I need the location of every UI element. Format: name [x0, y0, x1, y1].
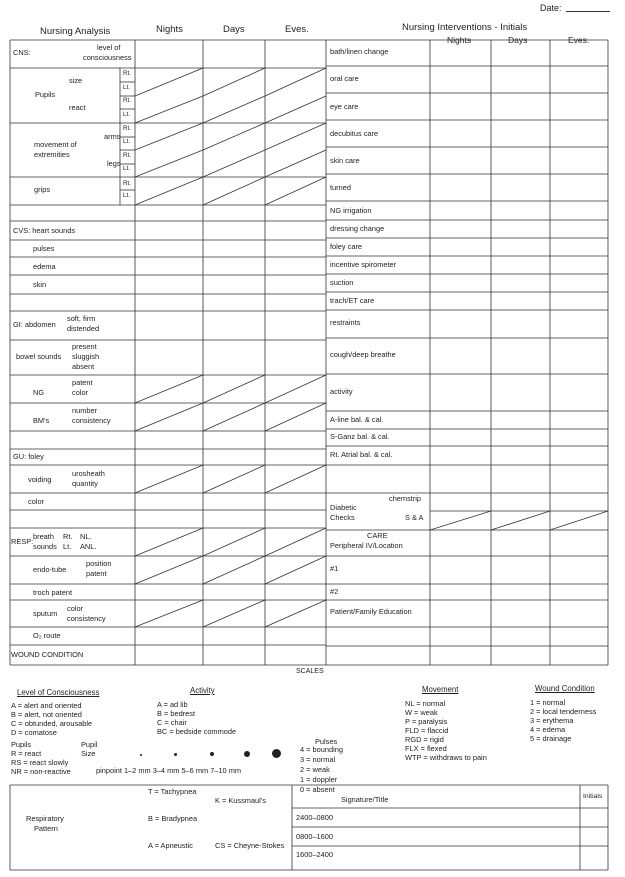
int-checks: Checks — [330, 513, 355, 522]
pupils-title: Pupils — [11, 740, 32, 749]
label-nl: NL. — [80, 532, 92, 541]
label-anl: ANL. — [80, 542, 97, 551]
pupils-nr: NR = non-reactive — [11, 767, 71, 776]
scales-title: SCALES — [296, 668, 324, 675]
label-cvs: CVS: heart sounds — [13, 226, 76, 235]
resp-a: A = Apneustic — [148, 841, 193, 850]
int-turned: turned — [330, 183, 351, 192]
label-size: size — [69, 76, 83, 85]
int-skincare: skin care — [330, 156, 360, 165]
label-o2-route: O₂ route — [33, 631, 61, 640]
int-care: CARE — [367, 531, 388, 540]
label-loc: level of — [97, 43, 121, 52]
label-color-3: color — [67, 604, 84, 613]
wound-4: 4 = edema — [530, 725, 566, 734]
pupil-dot-small — [174, 753, 177, 756]
label-color-2: color — [28, 497, 45, 506]
label-lt-5: Lt. — [123, 192, 131, 199]
label-skin: skin — [33, 280, 47, 289]
label-extremities: extremities — [34, 150, 70, 159]
header-nights-2: Nights — [447, 35, 472, 45]
label-lt-4: Lt. — [123, 165, 131, 172]
label-rt-2: Rt. — [123, 97, 132, 104]
label-sluggish: sluggish — [72, 352, 100, 361]
signature-title: Signature/Title — [341, 795, 389, 804]
label-rt-3: Rt. — [123, 125, 132, 132]
label-arms: arms — [104, 132, 121, 141]
int-peripheral: Peripheral IV/Location — [330, 541, 403, 550]
label-rt-5: Rt. — [123, 180, 132, 187]
label-lt-3: Lt. — [123, 138, 131, 145]
int-diabetic: Diabetic — [330, 503, 357, 512]
movement-2: W = weak — [405, 708, 438, 717]
label-legs: legs — [107, 159, 121, 168]
int-spiro: incentive spirometer — [330, 260, 397, 269]
label-cns: CNS: — [13, 48, 31, 57]
int-foley: foley care — [330, 242, 363, 251]
label-grips: grips — [34, 185, 51, 194]
label-voiding: voiding — [28, 475, 52, 484]
int-trach: trach/ET care — [330, 296, 375, 305]
int-activity: activity — [330, 387, 353, 396]
resp-t: T = Tachypnea — [148, 787, 197, 796]
label-patent: patent — [72, 378, 93, 387]
label-position: position — [86, 559, 112, 568]
pulses-title: Pulses — [315, 737, 338, 746]
header-nursing-analysis: Nursing Analysis — [40, 26, 111, 37]
pupil-dot-xlarge — [272, 749, 281, 758]
pupil-size-scale: pinpoint 1–2 mm 3–4 mm 5–6 mm 7–10 mm — [96, 766, 242, 775]
label-pupils: Pupils — [35, 90, 56, 99]
int-ngirr: NG irrigation — [330, 206, 372, 215]
loc-title: Level of Consciousness — [17, 688, 100, 697]
pupil-size-2: Size — [81, 749, 96, 758]
header-nights: Nights — [156, 24, 183, 35]
initials-title: Initials — [583, 793, 603, 800]
int-n1: #1 — [330, 564, 339, 573]
label-urosheath: urosheath — [72, 469, 105, 478]
movement-6: FLX = flexed — [405, 744, 447, 753]
label-present: present — [72, 342, 97, 351]
shift-3: 1600–2400 — [296, 850, 333, 859]
wound-2: 2 = local tenderness — [530, 707, 597, 716]
loc-d: D = comatose — [11, 728, 57, 737]
act-a: A = ad lib — [157, 700, 188, 709]
int-dressing: dressing change — [330, 224, 385, 233]
label-gu: GU: foley — [13, 452, 44, 461]
label-lt-resp: Lt. — [63, 542, 72, 551]
label-resp: RESP: — [11, 537, 34, 546]
label-soft: soft, firm — [67, 314, 96, 323]
movement-3: P = paralysis — [405, 717, 448, 726]
label-breath: breath — [33, 532, 54, 541]
date-label: Date: — [540, 3, 562, 13]
movement-title: Movement — [422, 685, 459, 694]
int-sganz: S-Ganz bal. & cal. — [330, 432, 390, 441]
int-education: Patient/Family Education — [330, 607, 412, 616]
movement-5: RGD = rigid — [405, 735, 444, 744]
activity-title: Activity — [190, 686, 215, 695]
label-distended: distended — [67, 324, 100, 333]
label-loc2: consciousness — [83, 53, 132, 62]
label-sounds: sounds — [33, 542, 57, 551]
wound-1: 1 = normal — [530, 698, 566, 707]
loc-a: A = alert and oriented — [11, 701, 82, 710]
label-gi: GI: abdomen — [13, 320, 56, 329]
pupils-r: R = react — [11, 749, 42, 758]
resp-b: B = Bradypnea — [148, 814, 198, 823]
int-decubitus: decubitus care — [330, 129, 379, 138]
pupil-dot-large — [244, 751, 250, 757]
label-movement: movement of — [34, 140, 77, 149]
label-wound: WOUND CONDITION — [11, 650, 84, 659]
label-lt-2: Lt. — [123, 111, 131, 118]
pulses-4: 4 = bounding — [300, 745, 343, 754]
int-oral: oral care — [330, 74, 359, 83]
label-consistency: consistency — [72, 416, 111, 425]
pupil-dot-pinpoint — [140, 754, 142, 756]
header-days: Days — [223, 24, 245, 35]
label-consistency-3: consistency — [67, 614, 106, 623]
int-chemstrip: chemstrip — [389, 494, 422, 503]
act-c: C = chair — [157, 718, 187, 727]
wound-5: 5 = drainage — [530, 734, 572, 743]
loc-b: B = alert, not oriented — [11, 710, 82, 719]
shift-1: 2400–0800 — [296, 813, 333, 822]
act-b: B = bedrest — [157, 709, 196, 718]
header-eves-2: Eves. — [568, 35, 590, 45]
act-bc: BC = bedside commode — [157, 727, 237, 736]
movement-4: FLD = flaccid — [405, 726, 449, 735]
int-bath: bath/linen change — [330, 47, 389, 56]
label-quantity: quantity — [72, 479, 98, 488]
int-restraints: restraints — [330, 318, 361, 327]
pupils-rs: RS = react slowly — [11, 758, 69, 767]
label-lt-1: Lt. — [123, 84, 131, 91]
header-eves: Eves. — [285, 24, 309, 35]
label-rt-4: Rt. — [123, 152, 132, 159]
wound-title: Wound Condition — [535, 684, 595, 693]
int-ratrial: Rt. Atrial bal. & cal. — [330, 450, 393, 459]
label-number: number — [72, 406, 98, 415]
label-react: react — [69, 103, 86, 112]
label-sputum: sputum — [33, 609, 58, 618]
loc-c: C = obtunded, arousable — [11, 719, 93, 728]
int-eye: eye care — [330, 102, 359, 111]
label-endo: endo-tube — [33, 565, 67, 574]
label-edema: edema — [33, 262, 56, 271]
label-color: color — [72, 388, 89, 397]
label-ng: NG — [33, 388, 45, 397]
pulses-2: 2 = weak — [300, 765, 330, 774]
shift-2: 0800–1600 — [296, 832, 333, 841]
label-troch: troch patent — [33, 588, 73, 597]
int-n2: #2 — [330, 587, 339, 596]
resp-pattern-label-2: Pattern — [34, 824, 58, 833]
label-patent-2: patent — [86, 569, 107, 578]
int-cough: cough/deep breathe — [330, 350, 396, 359]
resp-cs: CS = Cheyne-Stokes — [215, 841, 285, 850]
header-days-2: Days — [508, 35, 528, 45]
pulses-3: 3 = normal — [300, 755, 336, 764]
int-suction: suction — [330, 278, 354, 287]
label-pulses: pulses — [33, 244, 55, 253]
movement-7: WTP = withdraws to pain — [405, 753, 487, 762]
label-rt-resp: Rt. — [63, 532, 73, 541]
resp-pattern-label: Respiratory — [26, 814, 64, 823]
pulses-0: 0 = absent — [300, 785, 335, 794]
resp-k: K = Kussmaul's — [215, 796, 266, 805]
pupil-dot-medium — [210, 752, 214, 756]
int-sa: S & A — [405, 513, 424, 522]
label-absent: absent — [72, 362, 95, 371]
label-bms: BM's — [33, 416, 50, 425]
label-bowel: bowel sounds — [16, 352, 62, 361]
int-aline: A-line bal. & cal. — [330, 415, 384, 424]
movement-1: NL = normal — [405, 699, 446, 708]
pupil-size-1: Pupil — [81, 740, 98, 749]
header-interventions: Nursing Interventions - Initials — [402, 22, 528, 33]
label-rt-1: Rt. — [123, 70, 132, 77]
wound-3: 3 = erythema — [530, 716, 574, 725]
pulses-1: 1 = doppler — [300, 775, 338, 784]
